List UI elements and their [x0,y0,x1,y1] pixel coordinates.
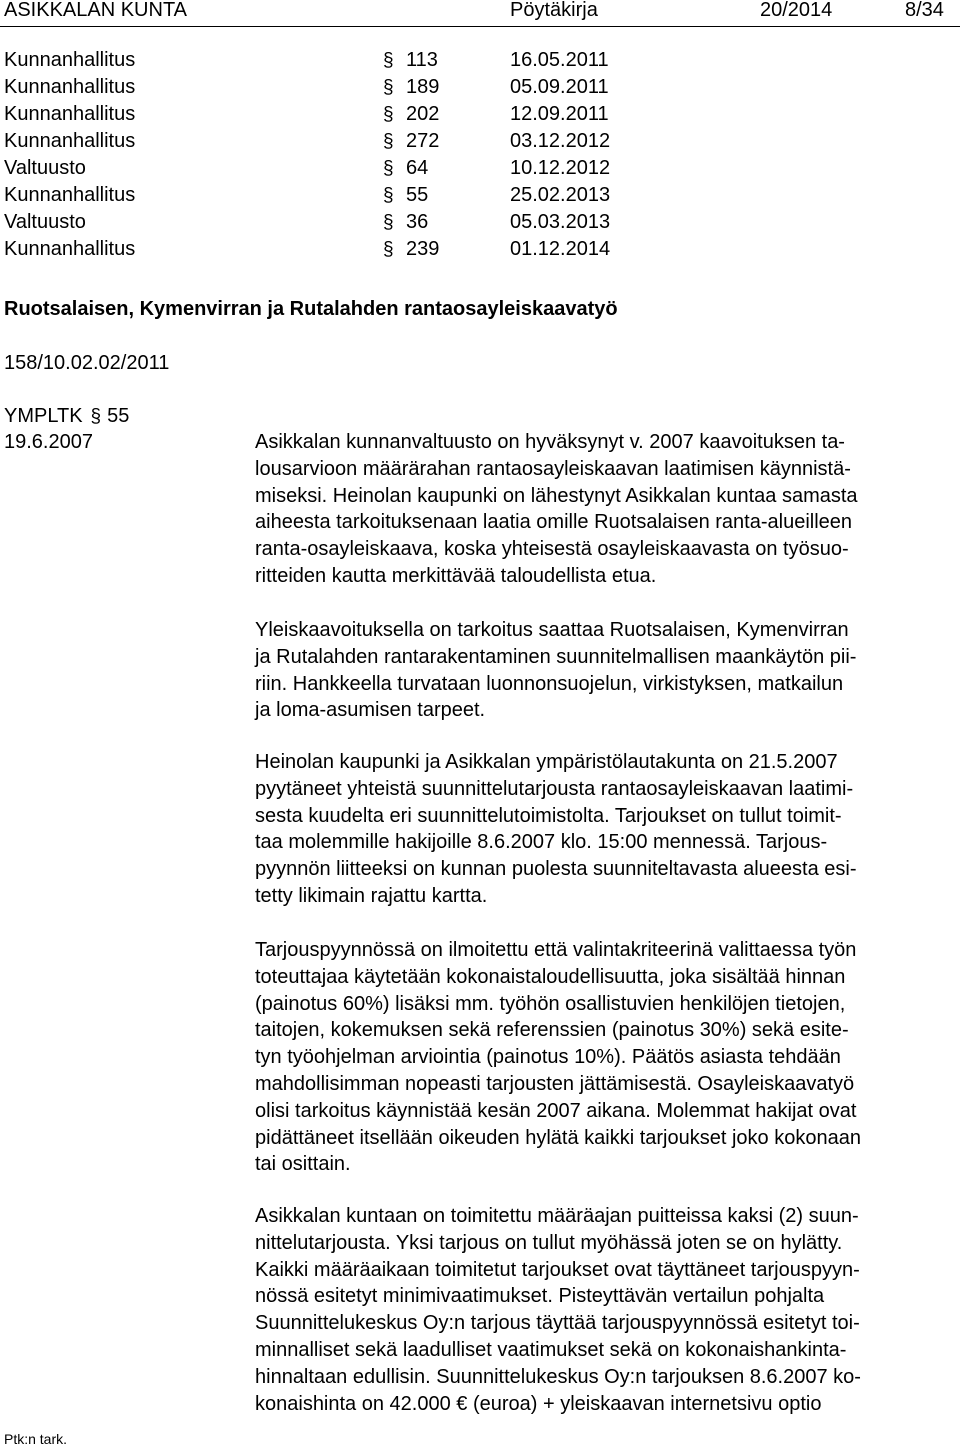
section-symbol: § [383,158,394,179]
text-line: pidättäneet itsellään oikeuden hylätä kaikki tarjoukset joko kokonaan [255,1126,861,1149]
section-title: Ruotsalaisen, Kymenvirran ja Rutalahden rantaosayleiskaavatyö [4,298,618,320]
history-item: 55 [406,184,429,206]
text-line: taitojen, kokemuksen sekä referenssien (painotus 30%) sekä esite- [255,1019,849,1042]
committee-line [4,403,129,430]
text-line: tetty likimain rajattu kartta. [255,884,488,907]
history-item: 202 [406,103,440,125]
section-symbol: § [383,239,394,260]
text-line: taa molemmille hakijoille 8.6.2007 klo. 15:00 mennessä. Tarjous- [255,831,828,854]
paragraph [255,749,955,910]
history-row [0,74,700,101]
paragraph [255,1203,955,1417]
text-line: aiheesta tarkoituksenaan laatia omille Ruotsalaisen ranta-alueilleen [255,511,853,534]
section-symbol: § [383,212,394,233]
history-body: Valtuusto [4,157,86,179]
document-type: Pöytäkirja [510,0,598,21]
history-item: 239 [406,238,440,260]
text-line: hinnaltaan edullisin. Suunnittelukeskus Oy:n tarjouksen 8.6.2007 ko- [255,1365,861,1388]
history-item: 36 [406,211,429,233]
history-date: 10.12.2012 [510,157,611,179]
history-item: 64 [406,157,429,179]
text-line: Heinolan kaupunki ja Asikkalan ympäristölautakunta on 21.5.2007 [255,751,838,773]
text-line: riin. Hankkeella turvataan luonnonsuojelun, virkistyksen, matkailun [255,672,844,695]
history-body: Kunnanhallitus [4,49,136,71]
paragraph [255,429,955,590]
section-symbol: § [383,185,394,206]
committee-label: YMPLTK [4,405,83,427]
history-date: 05.03.2013 [510,211,611,233]
history-date: 25.02.2013 [510,184,611,206]
history-date: 12.09.2011 [510,103,609,125]
text-line: Asikkalan kuntaan on toimitettu määräajan puitteissa kaksi (2) suun- [255,1205,859,1227]
section-symbol: § [383,131,394,152]
history-row [0,101,700,128]
history-item: 272 [406,130,440,152]
text-line: sesta kuudelta eri suunnittelutoimistolta. Tarjoukset on tullut toimit- [255,804,842,827]
history-body: Valtuusto [4,211,86,233]
section-symbol: § [383,77,394,98]
history-item: 113 [406,49,438,71]
text-line: nittelutarjousta. Yksi tarjous on tullut myöhässä joten se on hylätty. [255,1231,843,1254]
text-line: olisi tarkoitus käynnistää kesän 2007 aikana. Molemmat hakijat ovat [255,1099,857,1122]
document-number: 20/2014 [760,0,833,21]
text-line: minnalliset sekä laadulliset vaatimukset sekä on kokonaishankinta- [255,1338,847,1361]
text-line: Suunnittelukeskus Oy:n tarjous täyttää tarjouspyynnössä esitetyt toi- [255,1312,860,1335]
text-line: tyn työohjelman arviointia (painotus 10%). Päätös asiasta tehdään [255,1046,841,1069]
history-body: Kunnanhallitus [4,103,136,125]
history-row [0,182,700,209]
text-line: pyynnön liitteeksi on kunnan puolesta suunniteltavasta alueesta esi- [255,858,857,881]
history-body: Kunnanhallitus [4,130,136,152]
history-body: Kunnanhallitus [4,238,136,260]
text-line: lousarvioon määrärahan rantaosayleiskaavan laatimisen käynnistä- [255,457,851,480]
date-label: 19.6.2007 [4,431,93,453]
text-line: nössä esitetyt minimivaatimukset. Pisteyttävän vertailun pohjalta [255,1285,825,1308]
section-symbol: § [90,406,102,427]
page-header [0,0,960,27]
history-body: Kunnanhallitus [4,76,136,98]
history-row [0,128,700,155]
text-line: ja loma-asumisen tarpeet. [255,699,486,722]
text-line: tai osittain. [255,1153,351,1176]
history-row [0,236,700,263]
history-date: 05.09.2011 [510,76,609,98]
history-row [0,47,700,74]
history-date: 16.05.2011 [510,49,609,71]
text-line: ja Rutalahden rantarakentaminen suunnitelmallisen maankäytön pii- [255,645,857,668]
footer-checker: Ptk:n tark. [4,1431,68,1447]
history-item: 189 [406,76,440,98]
text-line: pyytäneet yhteistä suunnittelutarjousta rantaosayleiskaavan laatimi- [255,777,854,800]
text-line: ritteiden kautta merkittävää taloudellista etua. [255,564,657,587]
text-line: Asikkalan kunnanvaltuusto on hyväksynyt v. 2007 kaavoituksen ta- [255,431,845,453]
text-line: ranta-osayleiskaava, koska yhteisestä osayleiskaavasta on työsuo- [255,538,849,561]
history-date: 03.12.2012 [510,130,611,152]
history-date: 01.12.2014 [510,238,611,260]
paragraph [255,937,955,1178]
page-number: 8/34 [905,0,944,21]
section-symbol: § [383,50,394,71]
reference-number: 158/10.02.02/2011 [4,352,170,374]
committee-item: 55 [107,405,130,427]
paragraph [255,617,955,724]
text-line: toteuttajaa käytetään kokonaistaloudellisuutta, joka sisältää hinnan [255,965,846,988]
text-line: Tarjouspyynnössä on ilmoitettu että valintakriteerinä valittaessa työn [255,939,857,961]
history-body: Kunnanhallitus [4,184,136,206]
text-line: (painotus 60%) lisäksi mm. työhön osallistuvien henkilöjen tietojen, [255,992,846,1015]
history-row [0,155,700,182]
text-line: Yleiskaavoituksella on tarkoitus saattaa Ruotsalaisen, Kymenvirran [255,619,849,641]
text-line: konaishinta on 42.000 € (euroa) + yleiskaavan internetsivu optio [255,1392,822,1415]
history-row [0,209,700,236]
text-line: miseksi. Heinolan kaupunki on lähestynyt Asikkalan kuntaa samasta [255,484,858,507]
text-line: Kaikki määräaikaan toimitetut tarjoukset ovat täyttäneet tarjouspyyn- [255,1258,860,1281]
organization-name: ASIKKALAN KUNTA [4,0,188,21]
text-line: mahdollisimman nopeasti tarjousten jättämisestä. Osayleiskaavatyö [255,1072,855,1095]
section-symbol: § [383,104,394,125]
